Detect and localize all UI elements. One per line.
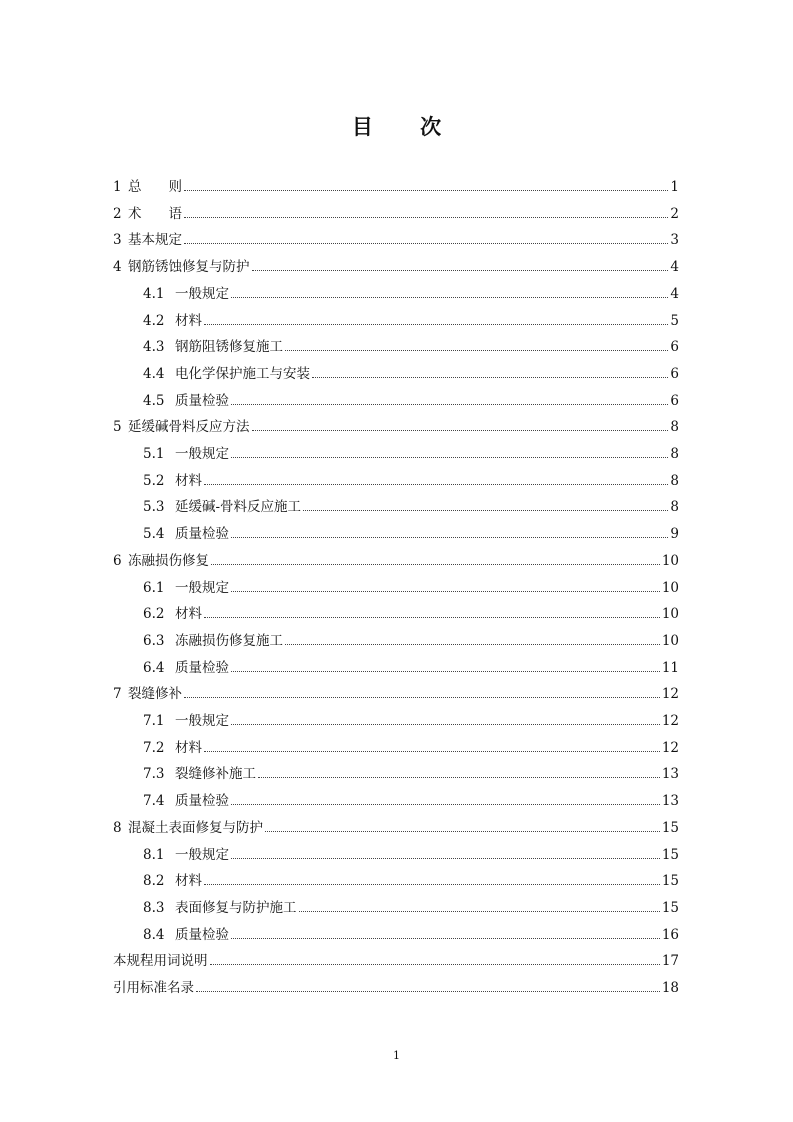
- toc-entry-page: 8: [670, 446, 679, 462]
- toc-entry-title: 钢筋阻锈修复施工: [175, 339, 283, 356]
- dot-leader: [184, 189, 668, 191]
- toc-entry-page: 12: [661, 713, 679, 729]
- toc-entry[interactable]: [143, 336, 679, 356]
- toc-entry-page: 12: [661, 739, 679, 756]
- toc-entry-title: 质量检验: [175, 526, 229, 543]
- dot-leader: [231, 937, 660, 939]
- toc-entry[interactable]: [143, 870, 679, 890]
- toc-entry-title: 裂缝修补施工: [175, 766, 256, 783]
- toc-entry-page: 10: [661, 632, 679, 649]
- dot-leader: [204, 483, 668, 485]
- toc-entry[interactable]: [113, 950, 679, 970]
- toc-entry-page: 18: [661, 980, 679, 996]
- toc-entry-title: 引用标准名录: [113, 980, 194, 996]
- dot-leader: [231, 857, 660, 859]
- toc-entry-page: 8: [670, 472, 679, 489]
- toc-entry-number: 4.2: [143, 312, 165, 329]
- toc-entry[interactable]: [113, 550, 679, 570]
- toc-entry-number: 5.4: [143, 526, 165, 543]
- toc-entry[interactable]: [143, 283, 679, 303]
- dot-leader: [231, 536, 668, 538]
- toc-entry-page: 12: [661, 686, 679, 703]
- toc-entry-title: 材料: [175, 312, 202, 329]
- toc-entry-number: 8: [113, 819, 122, 836]
- toc-entry-page: 13: [661, 793, 679, 810]
- dot-leader: [204, 883, 660, 885]
- toc-entry-number: 5.3: [143, 499, 165, 516]
- toc-entry-number: 7.2: [143, 739, 165, 756]
- toc-entry-number: 5.1: [143, 446, 165, 462]
- toc-entry-page: 4: [670, 285, 679, 302]
- toc-entry-title: 裂缝修补: [128, 686, 182, 703]
- toc-entry-page: 8: [670, 419, 679, 436]
- toc-entry-number: 6: [113, 552, 122, 569]
- toc-entry-title: 电化学保护施工与安装: [175, 365, 310, 382]
- toc-entry-number: 8.4: [143, 926, 165, 943]
- toc-entry-page: 4: [670, 259, 679, 276]
- toc-entry-title: 总 则: [128, 179, 182, 195]
- toc-entry-title: 冻融损伤修复: [128, 552, 209, 569]
- toc-entry[interactable]: [143, 523, 679, 543]
- toc-entry-title: 延缓碱骨料反应方法: [128, 419, 250, 436]
- dot-leader: [204, 750, 660, 752]
- toc-entry-number: 2: [113, 205, 122, 222]
- toc-entry[interactable]: [143, 496, 679, 516]
- dot-leader: [211, 563, 660, 565]
- toc-entry-title: 材料: [175, 739, 202, 756]
- toc-entry-title: 钢筋锈蚀修复与防护: [128, 259, 250, 276]
- dot-leader: [303, 509, 668, 511]
- dot-leader: [231, 723, 660, 725]
- toc-entry[interactable]: [143, 363, 679, 383]
- toc-entry-number: 7.3: [143, 766, 165, 783]
- dot-leader: [312, 376, 668, 378]
- toc-entry-number: 5.2: [143, 472, 165, 489]
- toc-entry-number: 1: [113, 179, 122, 195]
- toc-entry[interactable]: [113, 977, 679, 997]
- toc-entry[interactable]: [113, 817, 679, 837]
- toc-entry-title: 本规程用词说明: [113, 953, 208, 970]
- toc-entry-title: 一般规定: [175, 579, 229, 596]
- toc-entry-number: 4.4: [143, 365, 165, 382]
- toc-entry-title: 材料: [175, 873, 202, 890]
- toc-entry-number: 4.5: [143, 392, 165, 409]
- dot-leader: [285, 643, 660, 645]
- toc-entry-number: 6.3: [143, 632, 165, 649]
- dot-leader: [231, 803, 660, 805]
- toc-entry-page: 5: [670, 312, 679, 329]
- toc-entry[interactable]: [113, 176, 679, 196]
- toc-entry-number: 7: [113, 686, 122, 703]
- toc-entry[interactable]: [113, 229, 679, 249]
- toc-entry-number: 8.1: [143, 846, 165, 863]
- dot-leader: [285, 349, 668, 351]
- toc-entry-title: 表面修复与防护施工: [175, 899, 297, 916]
- toc-entry[interactable]: [113, 203, 679, 223]
- dot-leader: [231, 590, 660, 592]
- toc-entry[interactable]: [143, 710, 679, 730]
- toc-entry-page: 6: [670, 392, 679, 409]
- toc-entry-number: 6.4: [143, 659, 165, 676]
- dot-leader: [231, 456, 668, 458]
- toc-entry-number: 5: [113, 419, 122, 436]
- dot-leader: [204, 616, 660, 618]
- toc-entry-page: 3: [670, 232, 679, 249]
- toc-entry-page: 15: [661, 819, 679, 836]
- toc-entry[interactable]: [143, 390, 679, 410]
- toc-entry-number: 3: [113, 232, 122, 249]
- toc-entry-page: 10: [661, 606, 679, 623]
- toc-entry-title: 基本规定: [128, 232, 182, 249]
- dot-leader: [184, 216, 668, 218]
- toc-entry-page: 15: [661, 873, 679, 890]
- toc-entry[interactable]: [113, 256, 679, 276]
- toc-entry-title: 混凝土表面修复与防护: [128, 819, 263, 836]
- dot-leader: [204, 323, 668, 325]
- toc-entry-page: 15: [661, 899, 679, 916]
- toc-entry-title: 一般规定: [175, 446, 229, 462]
- toc-entry-title: 冻融损伤修复施工: [175, 632, 283, 649]
- dot-leader: [299, 910, 660, 912]
- dot-leader: [231, 403, 668, 405]
- toc-entry-title: 一般规定: [175, 713, 229, 729]
- toc-entry-title: 质量检验: [175, 392, 229, 409]
- toc-entry[interactable]: [143, 737, 679, 757]
- toc-entry-number: 7.4: [143, 793, 165, 810]
- toc-entry-number: 7.1: [143, 713, 165, 729]
- toc-entry-number: 4.1: [143, 285, 165, 302]
- toc-entry-title: 术 语: [128, 205, 182, 222]
- toc-entry-title: 材料: [175, 606, 202, 623]
- toc-entry[interactable]: [143, 657, 679, 677]
- toc-entry[interactable]: [143, 577, 679, 597]
- page-number: 1: [393, 1049, 400, 1062]
- toc-entry-page: 17: [661, 953, 679, 970]
- toc-entry[interactable]: [143, 897, 679, 917]
- toc-entry-title: 材料: [175, 472, 202, 489]
- toc-entry-title: 延缓碱-骨料反应施工: [175, 499, 302, 516]
- toc-entry[interactable]: [143, 310, 679, 330]
- toc-entry[interactable]: [113, 683, 679, 703]
- toc-entry[interactable]: [143, 790, 679, 810]
- toc-entry-page: 2: [670, 205, 679, 222]
- toc-entry-page: 6: [670, 365, 679, 382]
- dot-leader: [196, 990, 660, 992]
- toc-entry[interactable]: [143, 844, 679, 864]
- toc-entry-title: 质量检验: [175, 793, 229, 810]
- toc-entry[interactable]: [143, 443, 679, 463]
- toc-entry[interactable]: [143, 603, 679, 623]
- dot-leader: [184, 242, 668, 244]
- toc-entry[interactable]: [113, 416, 679, 436]
- toc-entry-number: 8.2: [143, 873, 165, 890]
- toc-entry-page: 11: [661, 659, 679, 676]
- toc-entry-page: 15: [661, 846, 679, 863]
- dot-leader: [184, 696, 660, 698]
- dot-leader: [265, 830, 660, 832]
- dot-leader: [258, 776, 660, 778]
- toc-entry-number: 6.2: [143, 606, 165, 623]
- toc-entry-number: 4: [113, 259, 122, 276]
- toc-entry-number: 4.3: [143, 339, 165, 356]
- dot-leader: [252, 429, 669, 431]
- toc-entry[interactable]: [143, 763, 679, 783]
- toc-entry[interactable]: [143, 924, 679, 944]
- toc-entry[interactable]: [143, 470, 679, 490]
- toc-entry-page: 8: [670, 499, 679, 516]
- toc-entry-page: 6: [670, 339, 679, 356]
- toc-entry[interactable]: [143, 630, 679, 650]
- toc-entry-title: 一般规定: [175, 846, 229, 863]
- dot-leader: [231, 670, 660, 672]
- toc-entry-title: 质量检验: [175, 926, 229, 943]
- dot-leader: [252, 269, 669, 271]
- page-title: 目 次: [351, 115, 462, 139]
- toc-entry-title: 质量检验: [175, 659, 229, 676]
- toc-entry-page: 1: [670, 179, 679, 195]
- dot-leader: [210, 963, 660, 965]
- toc-entry-page: 10: [661, 579, 679, 596]
- dot-leader: [231, 296, 668, 298]
- toc-entry-page: 16: [661, 926, 679, 943]
- toc-entry-page: 9: [670, 526, 679, 543]
- toc-entry-title: 一般规定: [175, 285, 229, 302]
- toc-entry-number: 6.1: [143, 579, 165, 596]
- toc-entry-page: 13: [661, 766, 679, 783]
- toc-entry-page: 10: [661, 552, 679, 569]
- toc-entry-number: 8.3: [143, 899, 165, 916]
